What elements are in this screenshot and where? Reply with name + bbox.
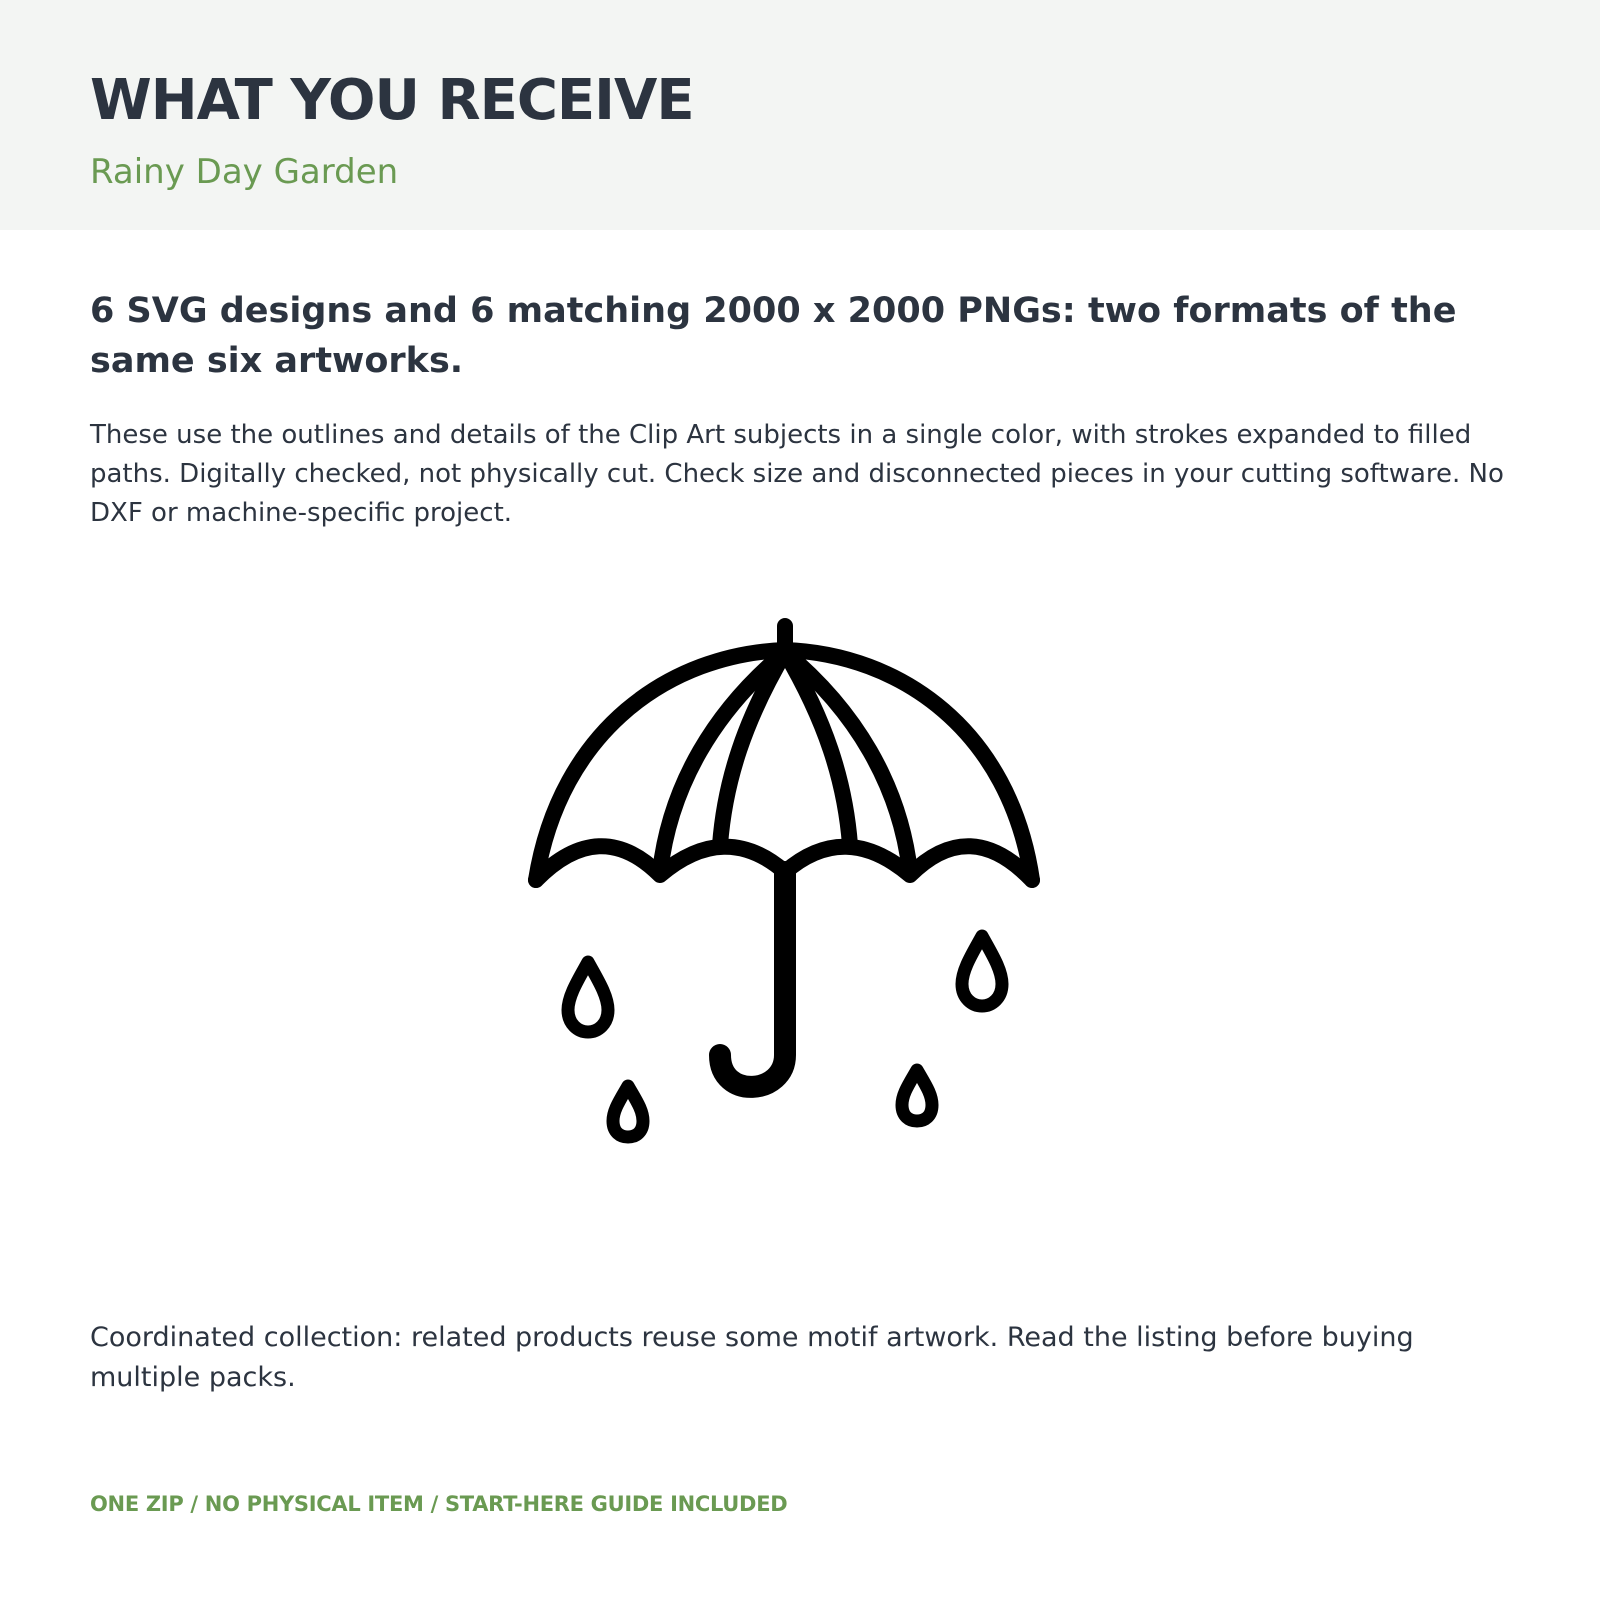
page-title: WHAT YOU RECEIVE [90,68,694,133]
contents-headline: 6 SVG designs and 6 matching 2000 x 2000 PNGs: two formats of the same six artworks. [90,291,1457,381]
umbrella-with-raindrops-icon [520,610,1080,1180]
collection-note: Coordinated collection: related products reuse some motif artwork. Read the listing before buying multiple packs. [90,1322,1414,1393]
delivery-tagline: ONE ZIP / NO PHYSICAL ITEM / START-HERE GUIDE INCLUDED [90,1492,788,1516]
contents-description: These use the outlines and details of the Clip Art subjects in a single color, with strokes expanded to filled paths. Digitally checked, not physically cut. Check size and disconnected pieces in your cutting software. No DXF or machine-specific project. [90,420,1504,528]
raindrop-icon [962,936,1002,1006]
umbrella-handle [720,872,785,1087]
header-band [0,0,1600,230]
raindrop-icon [568,962,608,1032]
raindrop-icon [902,1070,932,1121]
collection-subtitle: Rainy Day Garden [90,152,399,192]
raindrop-icon [613,1086,643,1137]
